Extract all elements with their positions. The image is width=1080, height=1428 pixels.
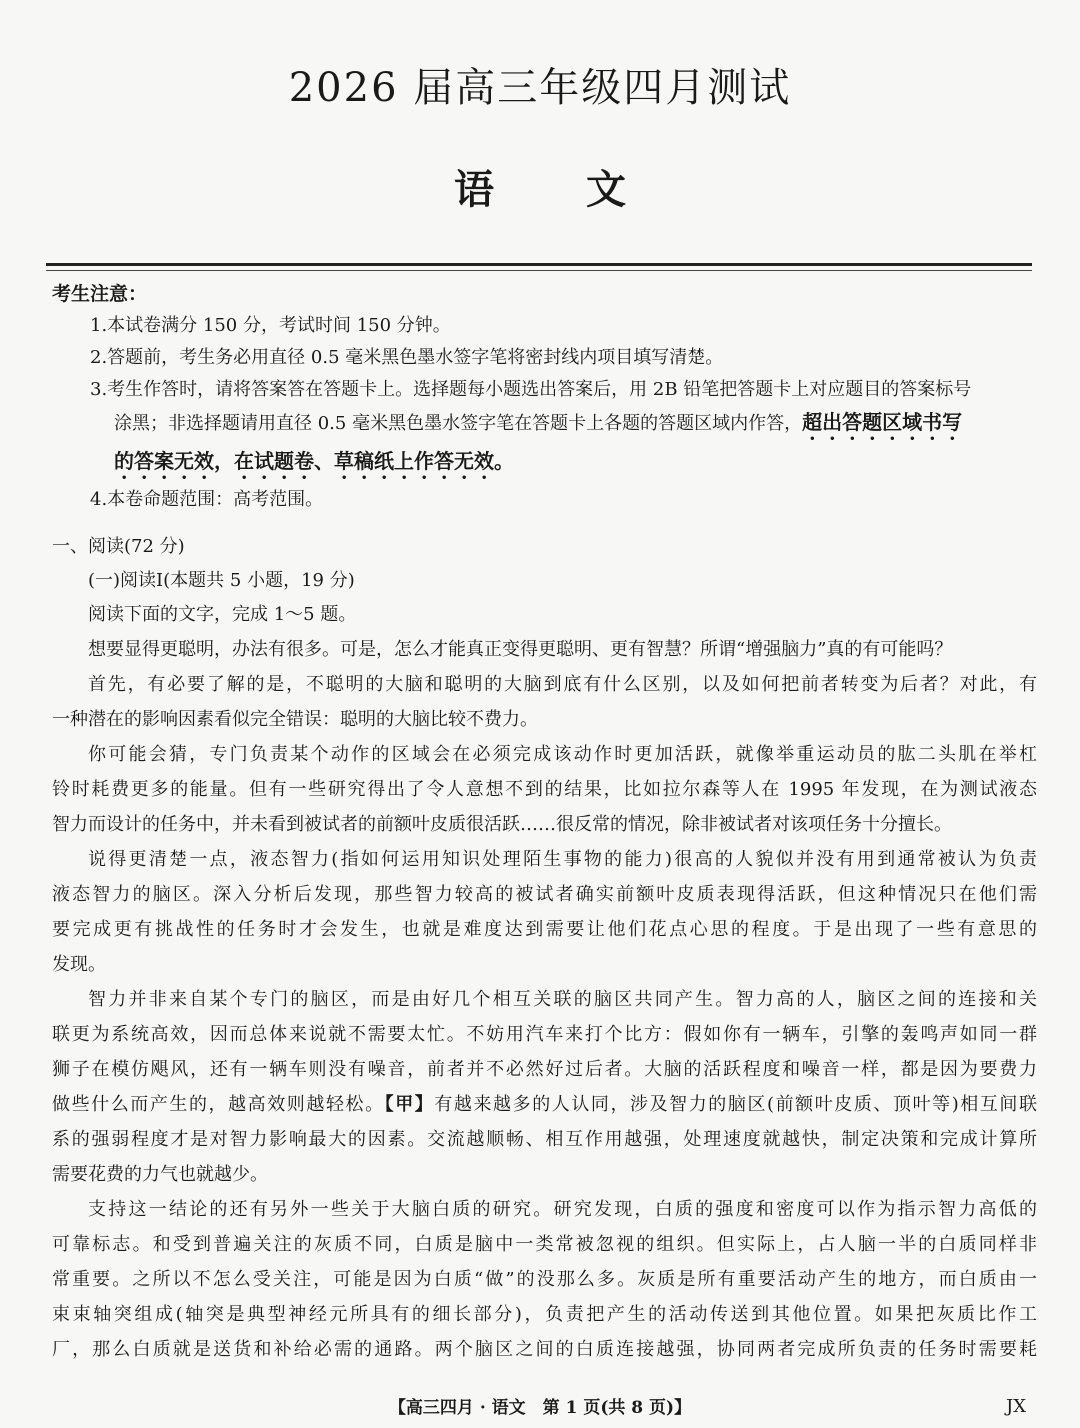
- paragraph: [52, 1192, 1037, 1367]
- paragraph-text: 做些什么而产生的，越高效则越轻松。: [52, 1094, 385, 1115]
- paragraph: 想要显得更聪明，办法有很多。可是，怎么才能真正变得更聪明、更有智慧？所谓“增强脑力”真的有可能吗？: [88, 639, 953, 660]
- header-rule-thin: [46, 270, 1032, 271]
- paragraph-line: 系的强弱程度才是对智力影响最大的因素。交流越顺畅、相互作用越强，处理速度就越快，制定决策和完成计算所: [52, 1129, 1037, 1150]
- paragraph-line: 常重要。之所以不怎么受关注，可能是因为白质“做”的没那么多。灰质是所有重要活动产生的地方，而白质由一: [52, 1269, 1037, 1290]
- reading-instruction: 阅读下面的文字，完成 1～5 题。: [88, 604, 357, 625]
- notice-heading: 考生注意：: [52, 283, 148, 305]
- paragraph-line: 联更为系统高效，因而总体来说就不需要太忙。不妨用汽车来打个比方：假如你有一辆车，引擎的轰鸣声如同一群: [52, 1024, 1037, 1045]
- subsection-title: (一)阅读Ⅰ(本题共 5 小题，19 分): [88, 570, 355, 591]
- notice-item: 2.答题前，考生务必用直径 0.5 毫米黑色墨水签字笔将密封线内项目填写清楚。: [90, 347, 724, 368]
- notice-item: 1.本试卷满分 150 分，考试时间 150 分钟。: [90, 315, 451, 336]
- reading-section: [52, 530, 1037, 1367]
- subject-title: [0, 158, 1080, 215]
- paragraph: [52, 842, 1037, 982]
- page-footer: 【高三四月 · 语文 第 1 页(共 8 页)】: [388, 1398, 692, 1418]
- paragraph-line: 需要花费的力气也就越少。: [52, 1164, 268, 1185]
- notice-item-continued: [52, 406, 1037, 445]
- paragraph-line: 智力并非来自某个专门的脑区，而是由好几个相互关联的脑区共同产生。智力高的人，脑区之间的连接和关: [88, 989, 1037, 1010]
- notice-emphasis: 超出答题区域书写: [802, 410, 963, 434]
- paragraph-line: [52, 1087, 1037, 1122]
- notice-text: 涂黑；非选择题请用直径 0.5 毫米黑色墨水签字笔在答题卡上各题的答题区域内作答，: [114, 413, 803, 434]
- notice-item: 3.考生作答时，请将答案答在答题卡上。选择题每小题选出答案后，用 2B 铅笔把答题卡上对应题目的答案标号: [90, 379, 972, 400]
- paragraph-line: 说得更清楚一点，液态智力(指如何运用知识处理陌生事物的能力)很高的人貌似并没有用到通常被认为负责: [88, 849, 1037, 870]
- header-rule-thick: [46, 263, 1032, 266]
- paragraph-line: 首先，有必要了解的是，不聪明的大脑和聪明的大脑到底有什么区别，以及如何把前者转变为后者？对此，有: [88, 674, 1037, 695]
- paragraph-line: 要完成更有挑战性的任务时才会发生，也就是难度达到需要让他们花点心思的程度。于是出现了一些有意思的: [52, 919, 1037, 940]
- marker-jia: 【甲】: [384, 1094, 435, 1115]
- paragraph: [52, 982, 1037, 1192]
- notice-item: 4.本卷命题范围：高考范围。: [90, 489, 324, 510]
- paragraph-line: 厂，那么白质就是送货和补给必需的通路。两个脑区之间的白质连接越强，协同两者完成所负责的任务时需要耗: [52, 1339, 1037, 1360]
- notice-emphasis: 的答案无效，在试题卷、草稿纸上作答无效。: [114, 449, 514, 473]
- paragraph-line: 智力而设计的任务中，并未看到被试者的前额叶皮质很活跃……很反常的情况，除非被试者对该项任务十分擅长。: [52, 814, 952, 835]
- paragraph: [52, 737, 1037, 842]
- paragraph-text: 有越来越多的人认同，涉及智力的脑区(前额叶皮质、顶叶等)相互间联: [434, 1094, 1038, 1115]
- footer-code: JX: [1006, 1396, 1027, 1417]
- paragraph-line: 发现。: [52, 954, 106, 975]
- paragraph-line: 可靠标志。和受到普遍关注的灰质不同，白质是脑中一类常被忽视的组织。但实际上，占人脑一半的白质同样非: [52, 1234, 1037, 1255]
- subject-char: 文: [586, 166, 626, 213]
- paragraph-line: 液态智力的脑区。深入分析后发现，那些智力较高的被试者确实前额叶皮质表现得活跃，但这种情况只在他们需: [52, 884, 1037, 905]
- paragraph-line: 铃时耗费更多的能量。但有一些研究得出了令人意想不到的结果，比如拉尔森等人在 1995 年发现，在为测试液态: [52, 779, 1037, 800]
- paragraph-line: 束束轴突组成(轴突是典型神经元所具有的细长部分)，负责把产生的活动传送到其他位置。如果把灰质比作工: [52, 1304, 1037, 1325]
- subject-char: 语: [454, 166, 494, 213]
- paragraph-line: 你可能会猜，专门负责某个动作的区域会在必须完成该动作时更加活跃，就像举重运动员的肱二头肌在举杠: [88, 744, 1037, 765]
- paragraph: [52, 667, 1037, 737]
- paragraph-line: 狮子在模仿飓风，还有一辆车则没有噪音，前者并不必然好过后者。大脑的活跃程度和噪音一样，都是因为要费力: [52, 1059, 1037, 1080]
- paragraph-line: 一种潜在的影响因素看似完全错误：聪明的大脑比较不费力。: [52, 709, 538, 730]
- exam-title: 2026 届高三年级四月测试: [288, 65, 792, 111]
- candidate-notice: [52, 278, 1037, 516]
- paragraph-line: 支持这一结论的还有另外一些关于大脑白质的研究。研究发现，白质的强度和密度可以作为指示智力高低的: [88, 1199, 1037, 1220]
- section-title: 一、阅读(72 分): [52, 536, 185, 557]
- notice-item-continued: [52, 445, 1037, 484]
